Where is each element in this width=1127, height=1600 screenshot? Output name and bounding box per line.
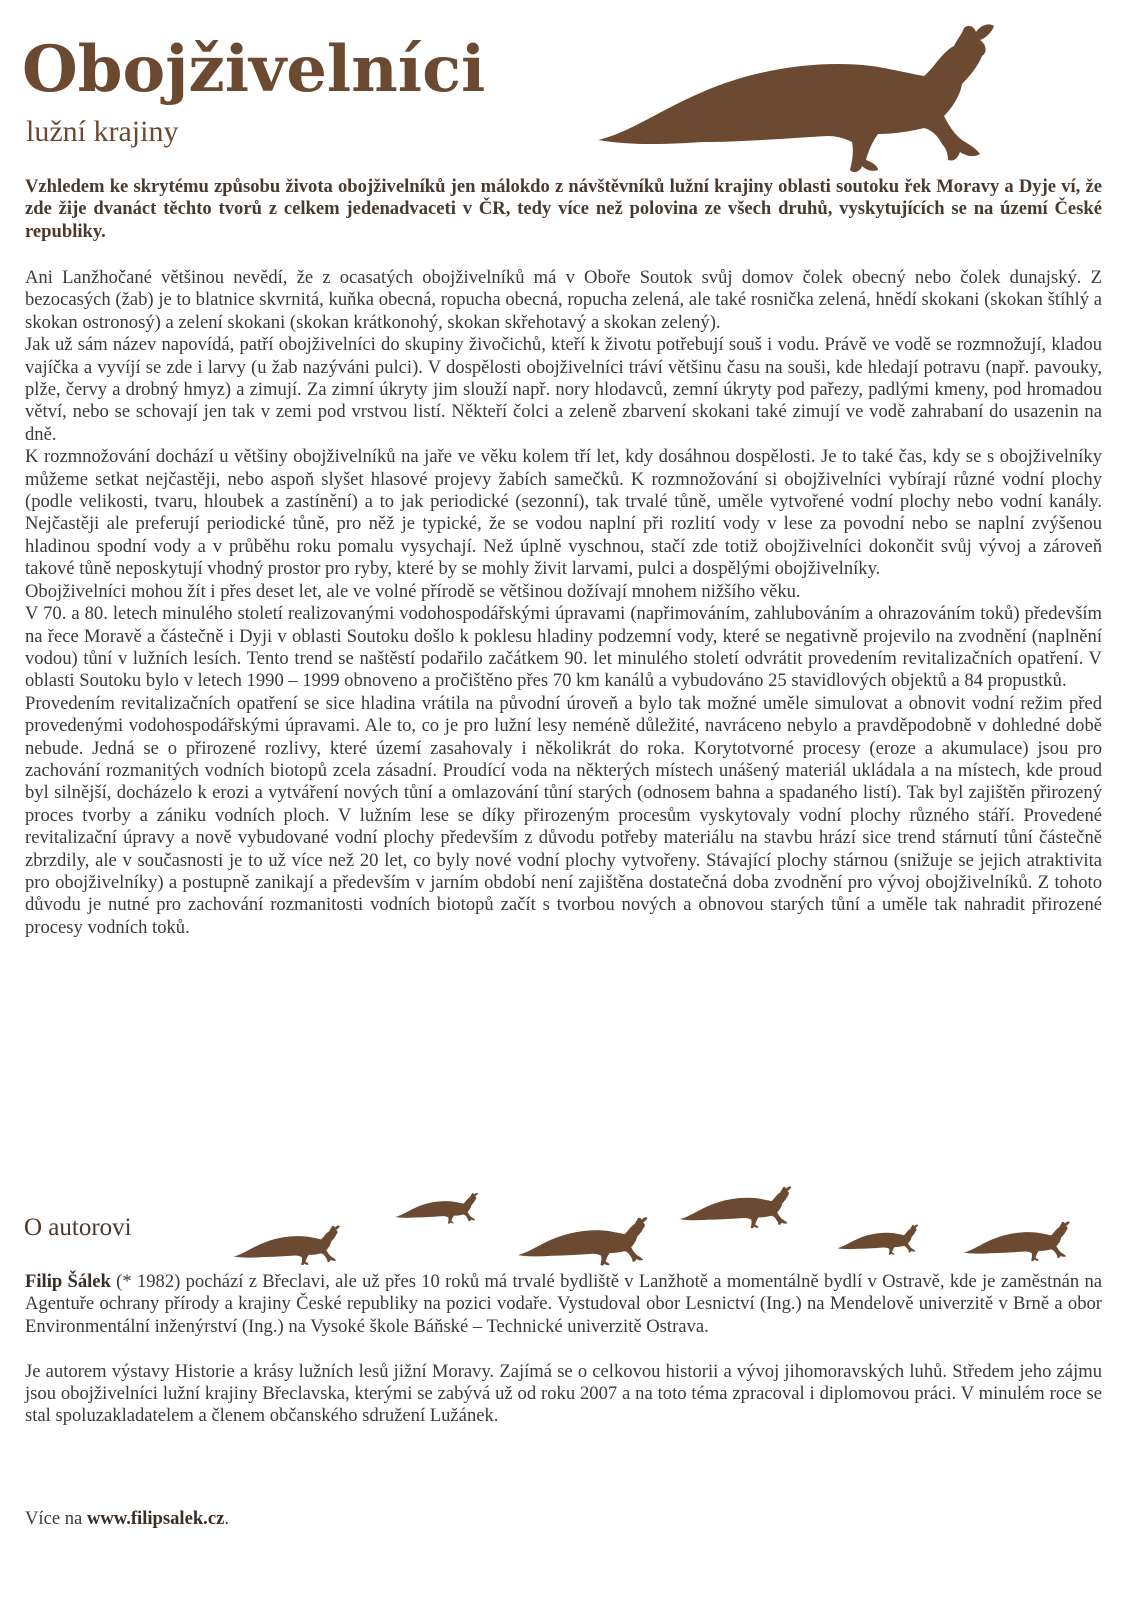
article-body <box>25 267 1102 939</box>
body-paragraph: Obojživelníci mohou žít i přes deset let, ale ve volné přírodě se většinou dožívají mnohem nižšího věku. <box>25 580 801 602</box>
page-title: Obojživelníci <box>22 32 486 107</box>
more-info <box>25 1508 229 1530</box>
body-paragraph: Provedením revitalizačních opatření se sice hladina vrátila na původní úroveň a bylo tak možné uměle simulovat a obnovit vodní režim před provedenými vodohospodářskými úpravami. Ale to, co je pro lužní lesy neméně důležité, navráceno nebylo a pravděpodobně v dohledné době nebude. Jedná se o přirozené rozlivy, které území zasahovaly i několikrát do roka. Korytotvorné procesy (eroze a akumulace) jsou pro zachování rozmanitých vodních biotopů zcela zásadní. Proudící voda na některých místech unášený materiál ukládala a na místech, kde proud byl silnější, docházelo k erozi a vytváření nových tůní a omlazování tůní starých (odnosem bahna a spadaného listí). Tak byl zajištěn přirozený proces tvorby a zániku vodních ploch. V lužním lese se díky přirozeným procesům vyskytovaly vodní plochy různého stáří. Provedené revitalizační úpravy a nově vybudované vodní plochy především z důvodu potřeby materiálu na stavbu hrází sice trend stárnutí tůní částečně zbrzdily, ale v současnosti je to už více než 20 let, co byly nové vodní plochy vytvořeny. Stávající plochy stárnou (snižuje se jejich atraktivita pro obojživelníky) a postupně zanikají a především v jarním období není zajištěna dostatečná doba zvodnění pro vývoj obojživelníků. Z tohoto důvodu je nutné pro zachování rozmanitosti vodních biotopů začít s tvorbou nových a obnovou starých tůní a uměle tak nahradit přirozené procesy vodních toků. <box>25 692 1102 938</box>
newt-silhouette-icon <box>962 1218 1080 1264</box>
more-info-prefix: Více na <box>25 1508 87 1529</box>
newt-silhouette-icon <box>394 1190 486 1226</box>
newt-silhouette-icon <box>516 1213 660 1269</box>
author-bio-text: (* 1982) pochází z Břeclavi, ale už přes 10 roků má trvalé bydliště v Lanžhotě a momentálně bydlí v Ostravě, kde je zaměstnán na Agentuře ochrany přírody a krajiny České republiky na pozici vodaře. Vystudoval obor Lesnictví (Ing.) na Mendelově univerzitě v Brně a obor Environmentální inženýrství (Ing.) na Vysoké škole Báňské – Technické univerzitě Ostrava. <box>25 1271 1103 1337</box>
body-paragraph: Ani Lanžhočané většinou nevědí, že z ocasatých obojživelníků má v Oboře Soutok svůj domov čolek obecný nebo čolek dunajský. Z bezocasých (žab) je to blatnice skvrnitá, kuňka obecná, ropucha obecná, ropucha zelená, ale také rosnička zelená, hnědí skokani (skokan štíhlý a skokan ostronosý) a zelení skokani (skokan krátkonohý, skokan skřehotavý a skokan zelený). <box>25 267 1102 333</box>
body-paragraph: V 70. a 80. letech minulého století realizovanými vodohospodářskými úpravami (napřimováním, zahlubováním a ohrazováním toků) především na řece Moravě a částečně i Dyji v oblasti Soutoku došlo k poklesu hladiny podzemní vody, které se negativně projevilo na zvodnění (naplnění vodou) tůní v lužních lesích. Tento trend se naštěstí podařilo začátkem 90. let minulého století odvrátit provedením revitalizačních opatření. V oblasti Soutoku bylo v letech 1990 – 1999 obnoveno a pročištěno přes 70 km kanálů a vybudováno 25 stavidlových objektů a 84 propustků. <box>25 603 1102 692</box>
lead-paragraph: Vzhledem ke skrytému způsobu života obojživelníků jen málokdo z návštěvníků lužní krajiny oblasti soutoku řek Moravy a Dyje ví, že zde žije dvanáct těchto tvorů z celkem jedenadvaceti v ČR, tedy více než polovina ze všech druhů, vyskytujících se na území České republiky. <box>25 176 1102 242</box>
website-link[interactable]: www.filipsalek.cz <box>86 1508 225 1529</box>
body-paragraph: K rozmnožování dochází u většiny obojživelníků na jaře ve věku kolem tří let, kdy dosáhnou dospělosti. Je to také čas, kdy se s obojživelníky můžeme setkat nejčastěji, nebo aspoň slyšet hlasové projevy žabích samečků. K rozmnožování si obojživelníci vybírají různé vodní plochy (podle velikosti, tvaru, hloubek a zastínění) a to jak periodické (sezonní), tak trvalé tůně, uměle vytvořené vodní plochy nebo vodní kanály. Nejčastěji ale preferují periodické tůně, pro něž je typické, že se vodou naplní při rozlití vody v lese za povodní nebo se naplní zvýšenou hladinou spodní vody a v průběhu roku pomalu vysychají. Než úplně vyschnou, stačí zde totiž obojživelníci dokončit svůj vývoj a zároveň takové tůně neposkytují vhodný prostor pro ryby, které by se mohly živit larvami, pulci a dospělými obojživelníky. <box>25 446 1102 580</box>
newt-silhouette-icon <box>592 12 1032 182</box>
author-bio-paragraph <box>25 1271 1102 1338</box>
author-name: Filip Šálek <box>25 1271 111 1292</box>
author-bio-paragraph: Je autorem výstavy Historie a krásy lužních lesů jižní Moravy. Zajímá se o celkovou historii a vývoj jihomoravských luhů. Středem jeho zájmu jsou obojživelníci lužní krajiny Břeclavska, kterými se zabývá už od roku 2007 a na toto téma zpracoval i diplomovou práci. V minulém roce se stal spoluzakladatelem a členem občanského sdružení Lužánek. <box>25 1360 1102 1427</box>
newt-silhouette-icon <box>678 1183 802 1231</box>
more-info-suffix: . <box>224 1508 229 1529</box>
newt-silhouette-icon <box>232 1222 350 1268</box>
body-paragraph: Jak už sám název napovídá, patří obojživelníci do skupiny živočichů, kteří k životu potřebují souš i vodu. Právě ve vodě se rozmnožují, kladou vajíčka a vyvíjí se zde i larvy (u žab nazýváni pulci). V dospělosti obojživelníci tráví většinu času na souši, kde hledají potravu (např. pavouky, plže, červy a drobný hmyz) a zimují. Za zimní úkryty jim slouží např. nory hlodavců, zemní úkryty pod pařezy, padlými kmeny, pod hromadou větví, nebo se schovají jen tak v zemi pod vrstvou listí. Někteří čolci a zeleně zbarvení skokani také zimují ve vodě zahrabaní do usazenin na dně. <box>25 334 1102 445</box>
author-bio <box>25 1271 1102 1428</box>
newt-silhouette-icon <box>836 1222 926 1257</box>
author-heading: O autorovi <box>24 1214 132 1241</box>
page-subtitle: lužní krajiny <box>26 115 179 148</box>
